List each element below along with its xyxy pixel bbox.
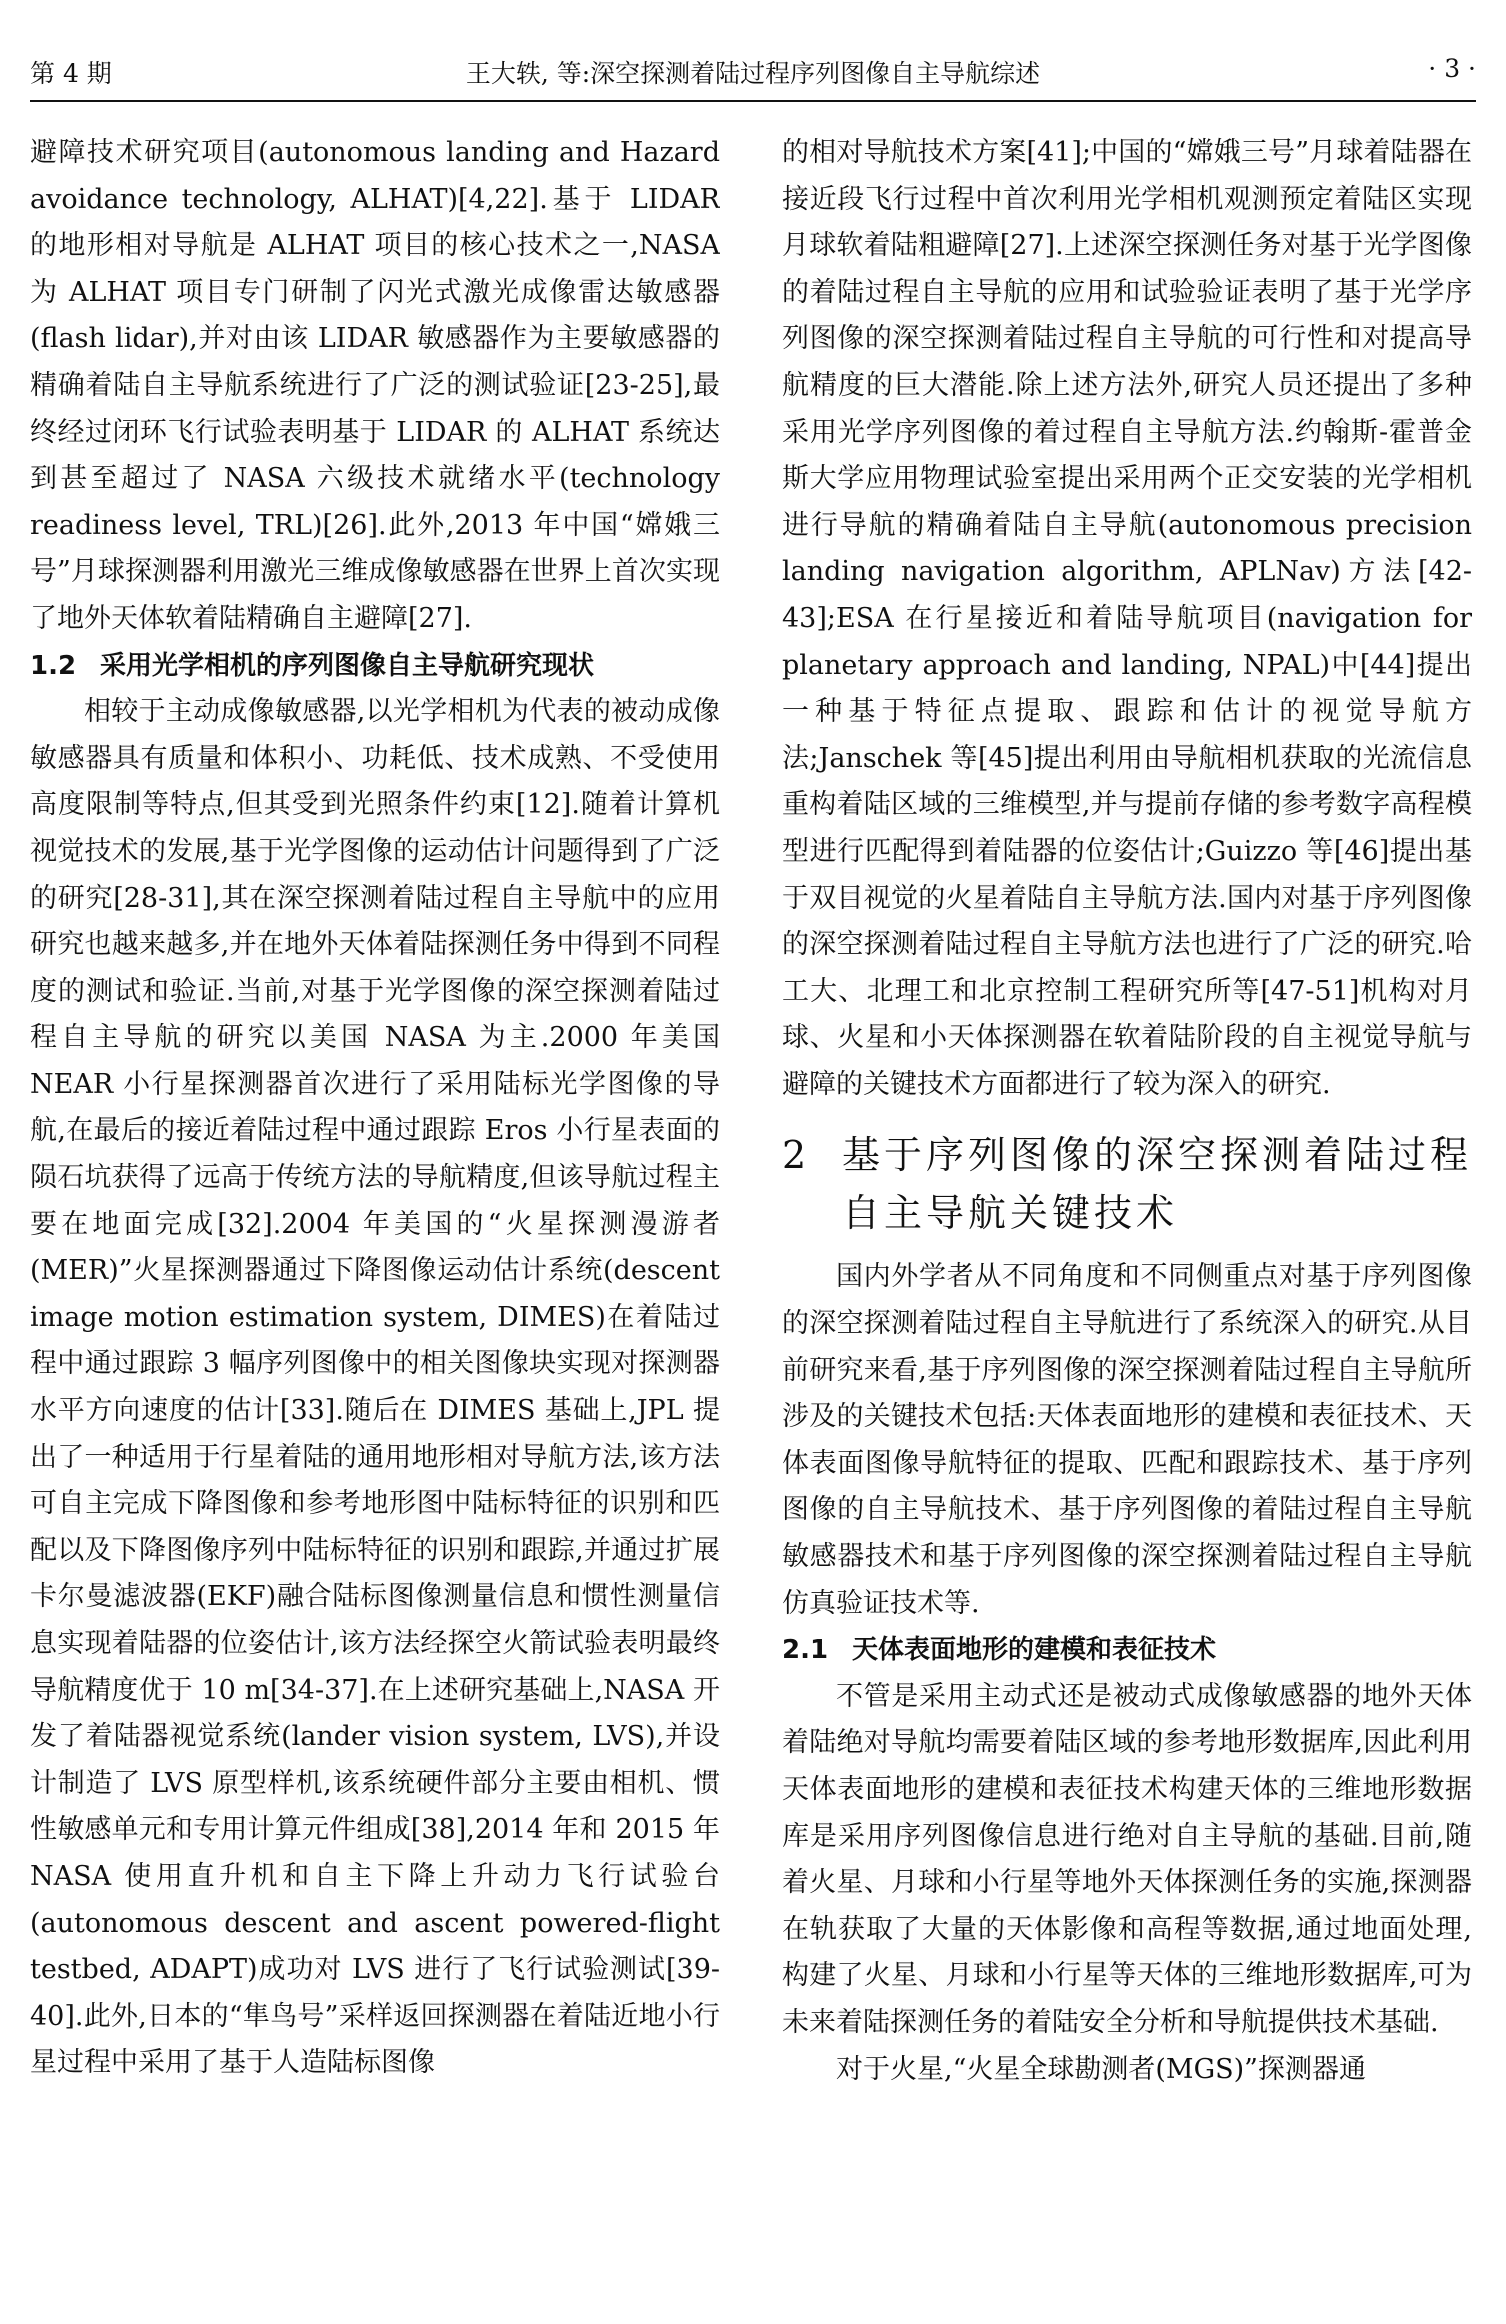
subsection-title: 天体表面地形的建模和表征技术 <box>852 1635 1217 1666</box>
running-title: 王大轶, 等:深空探测着陆过程序列图像自主导航综述 <box>465 59 1041 88</box>
issue-number: 第 4 期 <box>30 59 112 88</box>
section-title-line1: 基于序列图像的深空探测着陆过程 <box>842 1133 1472 1178</box>
left-column <box>30 130 720 2310</box>
section-heading <box>782 1126 1472 1242</box>
section-number: 2 <box>782 1133 811 1178</box>
paragraph: 的相对导航技术方案[41];中国的“嫦娥三号”月球着陆器在接近段飞行过程中首次利用光学相机观测预定着陆区实现月球软着陆粗避障[27].上述深空探测任务对基于光学图像的着陆过程自主导航的应用和试验验证表明了基于光学序列图像的深空探测着陆过程自主导航的可行性和对提高导航精度的巨大潜能.除上述方法外,研究人员还提出了多种采用光学序列图像的着过程自主导航方法.约翰斯-霍普金斯大学应用物理试验室提出采用两个正交安装的光学相机进行导航的精确着陆自主导航(autonomous precision landing navigation algorithm, APLNav)方法[42-43];ESA 在行星接近和着陆导航项目(navigation for planetary approach and landing, NPAL)中[44]提出一种基于特征点提取、跟踪和估计的视觉导航方法;Janschek 等[45]提出利用由导航相机获取的光流信息重构着陆区域的三维模型,并与提前存储的参考数字高程模型进行匹配得到着陆器的位姿估计;Guizzo 等[46]提出基于双目视觉的火星着陆自主导航方法.国内对基于序列图像的深空探测着陆过程自主导航方法也进行了广泛的研究.哈工大、北理工和北京控制工程研究所等[47-51]机构对月球、火星和小天体探测器在软着陆阶段的自主视觉导航与避障的关键技术方面都进行了较为深入的研究. <box>782 137 1472 1100</box>
subsection-heading <box>782 1627 1472 1674</box>
running-header <box>30 48 1476 88</box>
subsection-number: 2.1 <box>782 1635 829 1666</box>
section-title-line2: 自主导航关键技术 <box>842 1191 1179 1236</box>
header-rule <box>30 100 1476 102</box>
subsection-number: 1.2 <box>30 650 77 681</box>
paragraph: 避障技术研究项目(autonomous landing and Hazard avoidance technology, ALHAT)[4,22].基于 LIDAR 的地形相对导航是 ALHAT 项目的核心技术之一,NASA 为 ALHAT 项目专门研制了闪光式激光成像雷达敏感器(flash lidar),并对由该 LIDAR 敏感器作为主要敏感器的精确着陆自主导航系统进行了广泛的测试验证[23-25],最终经过闭环飞行试验表明基于 LIDAR 的 ALHAT 系统达到甚至超过了 NASA 六级技术就绪水平(technology readiness level, TRL)[26].此外,2013 年中国“嫦娥三号”月球探测器利用激光三维成像敏感器在世界上首次实现了地外天体软着陆精确自主避障[27]. <box>30 137 720 634</box>
subsection-heading <box>30 643 720 690</box>
paragraph: 相较于主动成像敏感器,以光学相机为代表的被动成像敏感器具有质量和体积小、功耗低、技术成熟、不受使用高度限制等特点,但其受到光照条件约束[12].随着计算机视觉技术的发展,基于光学图像的运动估计问题得到了广泛的研究[28-31],其在深空探测着陆过程自主导航中的应用研究也越来越多,并在地外天体着陆探测任务中得到不同程度的测试和验证.当前,对基于光学图像的深空探测着陆过程自主导航的研究以美国 NASA 为主.2000 年美国 NEAR 小行星探测器首次进行了采用陆标光学图像的导航,在最后的接近着陆过程中通过跟踪 Eros 小行星表面的陨石坑获得了远高于传统方法的导航精度,但该导航过程主要在地面完成[32].2004 年美国的“火星探测漫游者(MER)”火星探测器通过下降图像运动估计系统(descent image motion estimation system, DIMES)在着陆过程中通过跟踪 3 幅序列图像中的相关图像块实现对探测器水平方向速度的估计[33].随后在 DIMES 基础上,JPL 提出了一种适用于行星着陆的通用地形相对导航方法,该方法可自主完成下降图像和参考地形图中陆标特征的识别和匹配以及下降图像序列中陆标特征的识别和跟踪,并通过扩展卡尔曼滤波器(EKF)融合陆标图像测量信息和惯性测量信息实现着陆器的位姿估计,该方法经探空火箭试验表明最终导航精度优于 10 m[34-37].在上述研究基础上,NASA 开发了着陆器视觉系统(lander vision system, LVS),并设计制造了 LVS 原型样机,该系统硬件部分主要由相机、惯性敏感单元和专用计算元件组成[38],2014 年和 2015 年 NASA 使用直升机和自主下降上升动力飞行试验台(autonomous descent and ascent powered-flight testbed, ADAPT)成功对 LVS 进行了飞行试验测试[39-40].此外,日本的“隼鸟号”采样返回探测器在着陆近地小行星过程中采用了基于人造陆标图像 <box>30 696 720 2079</box>
paragraph: 不管是采用主动式还是被动式成像敏感器的地外天体着陆绝对导航均需要着陆区域的参考地形数据库,因此利用天体表面地形的建模和表征技术构建天体的三维地形数据库是采用序列图像信息进行绝对自主导航的基础.目前,随着火星、月球和小行星等地外天体探测任务的实施,探测器在轨获取了大量的天体影像和高程等数据,通过地面处理,构建了火星、月球和小行星等天体的三维地形数据库,可为未来着陆探测任务的着陆安全分析和导航提供技术基础. <box>782 1680 1472 2038</box>
subsection-title: 采用光学相机的序列图像自主导航研究现状 <box>100 650 595 681</box>
paragraph: 对于火星,“火星全球勘测者(MGS)”探测器通 <box>836 2053 1366 2085</box>
right-column <box>782 130 1472 2310</box>
page-number: · 3 · <box>1428 54 1476 83</box>
paragraph: 国内外学者从不同角度和不同侧重点对基于序列图像的深空探测着陆过程自主导航进行了系统深入的研究.从目前研究来看,基于序列图像的深空探测着陆过程自主导航所涉及的关键技术包括:天体表面地形的建模和表征技术、天体表面图像导航特征的提取、匹配和跟踪技术、基于序列图像的自主导航技术、基于序列图像的着陆过程自主导航敏感器技术和基于序列图像的深空探测着陆过程自主导航仿真验证技术等. <box>782 1261 1472 1619</box>
